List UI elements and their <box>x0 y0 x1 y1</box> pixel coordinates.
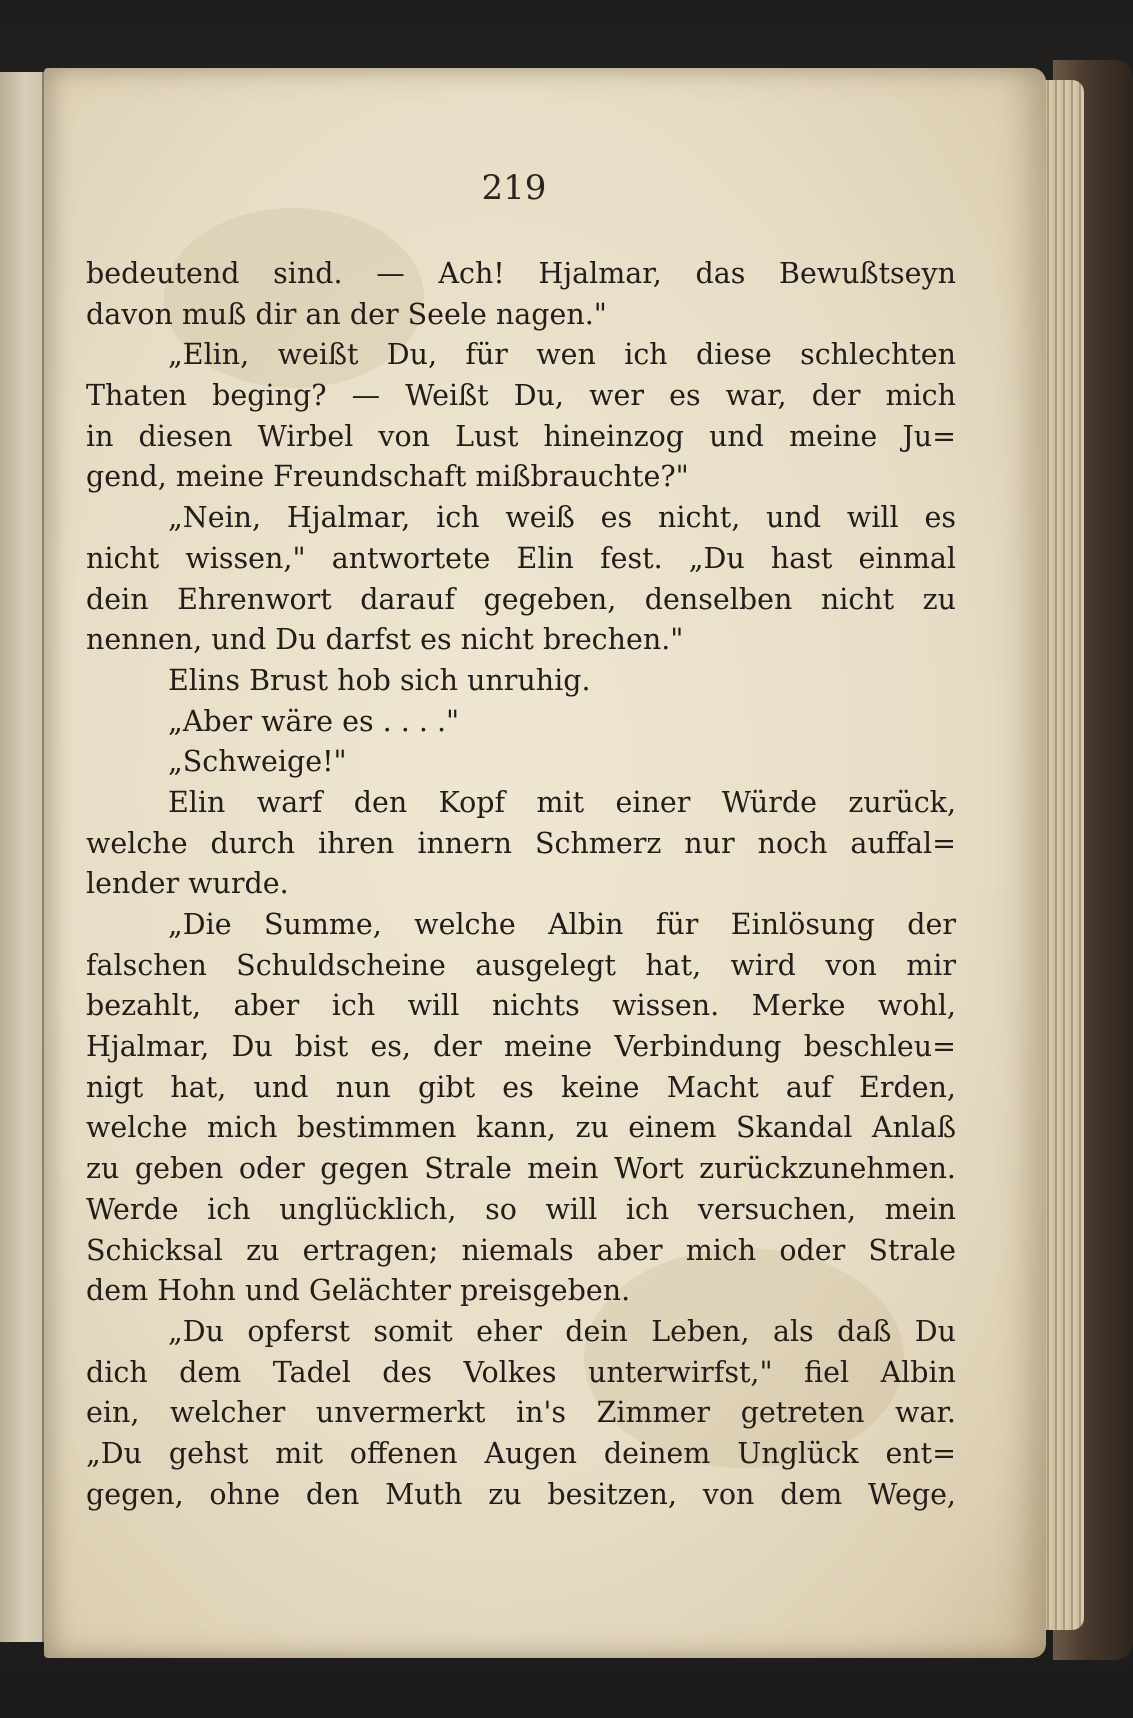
text-line: Schicksal zu ertragen; niemals aber mich oder Strale <box>86 1233 956 1267</box>
text-line: gend, meine Freundschaft mißbrauchte?" <box>86 460 689 494</box>
page-text <box>86 254 956 1515</box>
page-number: 219 <box>481 168 547 208</box>
text-line: dein Ehrenwort darauf gegeben, denselben nicht zu <box>86 582 956 616</box>
text-line: ein, welcher unvermerkt in's Zimmer getreten war. <box>86 1396 956 1430</box>
text-line: welche mich bestimmen kann, zu einem Skandal Anlaß <box>86 1111 956 1145</box>
text-line: nicht wissen," antwortete Elin fest. „Du hast einmal <box>86 541 956 575</box>
text-line: Elins Brust hob sich unruhig. <box>168 663 591 697</box>
text-line: in diesen Wirbel von Lust hineinzog und meine Ju= <box>86 419 956 453</box>
text-line: davon muß dir an der Seele nagen." <box>86 297 607 331</box>
text-line: „Elin, weißt Du, für wen ich diese schlechten <box>168 338 956 372</box>
text-line: lender wurde. <box>86 867 289 901</box>
text-line: falschen Schuldscheine ausgelegt hat, wird von mir <box>86 948 956 982</box>
text-line: Werde ich unglücklich, so will ich versuchen, mein <box>86 1192 956 1226</box>
text-line: zu geben oder gegen Strale mein Wort zurückzunehmen. <box>86 1152 956 1186</box>
text-line: „Schweige!" <box>168 745 347 779</box>
left-page-edge <box>0 72 44 1642</box>
text-line: bezahlt, aber ich will nichts wissen. Merke wohl, <box>86 989 956 1023</box>
text-line: nigt hat, und nun gibt es keine Macht auf Erden, <box>86 1070 956 1104</box>
text-line: gegen, ohne den Muth zu besitzen, von dem Wege, <box>86 1477 956 1511</box>
text-line: Thaten beging? — Weißt Du, wer es war, der mich <box>86 379 956 413</box>
text-line: „Nein, Hjalmar, ich weiß es nicht, und will es <box>168 501 956 535</box>
text-line: nennen, und Du darfst es nicht brechen." <box>86 623 684 657</box>
text-line: dich dem Tadel des Volkes unterwirfst," fiel Albin <box>86 1355 956 1389</box>
text-line: „Du gehst mit offenen Augen deinem Unglück ent= <box>86 1436 956 1470</box>
text-line: bedeutend sind. — Ach! Hjalmar, das Bewußtseyn <box>86 257 956 290</box>
text-line: dem Hohn und Gelächter preisgeben. <box>86 1274 631 1308</box>
text-line: „Die Summe, welche Albin für Einlösung der <box>168 908 956 941</box>
text-line: welche durch ihren innern Schmerz nur noch auffal= <box>86 826 956 860</box>
book-page <box>44 68 1046 1658</box>
text-line: „Du opferst somit eher dein Leben, als daß Du <box>168 1314 956 1348</box>
text-line: „Aber wäre es . . . ." <box>168 704 460 738</box>
text-line: Elin warf den Kopf mit einer Würde zurück, <box>168 785 956 819</box>
text-line: Hjalmar, Du bist es, der meine Verbindung beschleu= <box>86 1030 956 1064</box>
